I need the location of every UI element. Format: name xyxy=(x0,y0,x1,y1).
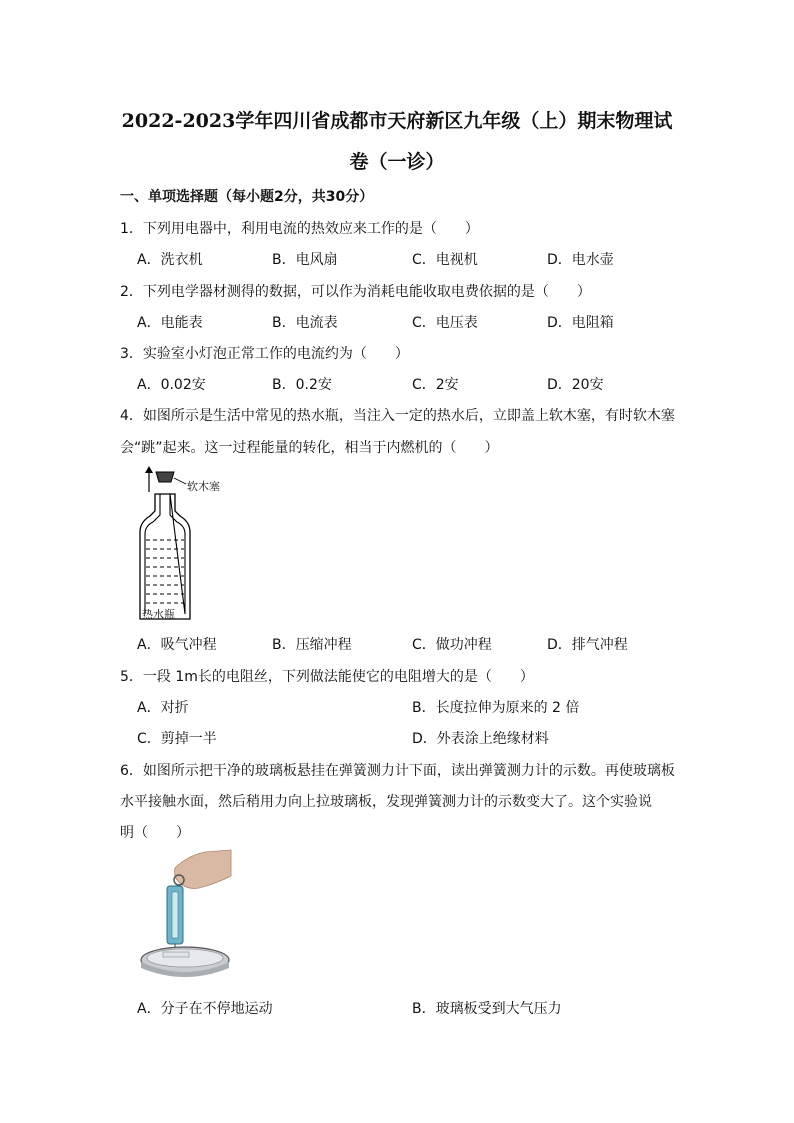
q4-option-b: B．压缩冲程 xyxy=(272,637,352,653)
question-2-stem: 2．下列电学器材测得的数据，可以作为消耗电能收取电费依据的是（ ） xyxy=(120,284,591,300)
q2-option-d: D．电阻箱 xyxy=(547,315,614,331)
q1-option-a: A．洗衣机 xyxy=(137,252,203,268)
q5-option-a: A．对折 xyxy=(137,700,189,716)
q6-option-a: A．分子在不停地运动 xyxy=(137,1001,273,1017)
q1-option-b: B．电风扇 xyxy=(272,252,338,268)
cork-stopper xyxy=(156,472,174,482)
q2-option-c: C．电压表 xyxy=(412,315,478,331)
question-3-stem: 3．实验室小灯泡正常工作的电流约为（ ） xyxy=(120,346,409,362)
q6-option-b: B．玻璃板受到大气压力 xyxy=(412,1001,562,1017)
q2-option-b: B．电流表 xyxy=(272,315,338,331)
thermos-label: 热水瓶 xyxy=(142,608,175,621)
q3-option-a: A．0.02安 xyxy=(137,377,206,393)
q5-option-d: D．外表涂上绝缘材料 xyxy=(412,731,549,747)
q3-option-c: C．2安 xyxy=(412,377,459,393)
q4-option-c: C．做功冲程 xyxy=(412,637,492,653)
q1-option-c: C．电视机 xyxy=(412,252,478,268)
q3-option-b: B．0.2安 xyxy=(272,377,332,393)
question-5-stem: 5．一段 1m长的电阻丝，下列做法能使它的电阻增大的是（ ） xyxy=(120,669,534,685)
q5-option-b: B．长度拉伸为原来的 2 倍 xyxy=(412,700,580,716)
question-6-stem-line2: 水平接触水面，然后稍用力向上拉玻璃板，发现弹簧测力计的示数变大了。这个实验说 xyxy=(120,794,652,810)
question-1-stem: 1．下列用电器中，利用电流的热效应来工作的是（ ） xyxy=(120,221,479,237)
q1-option-d: D．电水壶 xyxy=(547,252,614,268)
question-6-stem-line1: 6．如图所示把干净的玻璃板悬挂在弹簧测力计下面，读出弹簧测力计的示数。再使玻璃板 xyxy=(120,763,675,779)
spring-scale-photo xyxy=(135,848,235,983)
question-4-stem-line2: 会“跳”起来。这一过程能量的转化，相当于内燃机的（ ） xyxy=(120,440,499,456)
page-title-line1: 2022-2023学年四川省成都市天府新区九年级（上）期末物理试 xyxy=(121,110,673,132)
q5-option-c: C．剪掉一半 xyxy=(137,731,217,747)
q3-option-d: D．20安 xyxy=(547,377,604,393)
page-title-line2: 卷（一诊） xyxy=(349,151,445,173)
q4-option-d: D．排气冲程 xyxy=(547,637,628,653)
question-6-stem-line3: 明（ ） xyxy=(120,825,190,841)
upward-arrow-icon xyxy=(145,466,153,492)
glass-plate xyxy=(163,952,189,957)
cork-label: 软木塞 xyxy=(187,480,220,493)
q2-option-a: A．电能表 xyxy=(137,315,203,331)
cork-leader-line xyxy=(174,478,186,484)
question-4-stem-line1: 4．如图所示是生活中常见的热水瓶，当注入一定的热水后，立即盖上软木塞，有时软木塞 xyxy=(120,408,675,424)
section-heading: 一、单项选择题（每小题2分，共30分） xyxy=(120,189,374,205)
thermos-bottle xyxy=(140,494,190,619)
q4-option-a: A．吸气冲程 xyxy=(137,637,217,653)
